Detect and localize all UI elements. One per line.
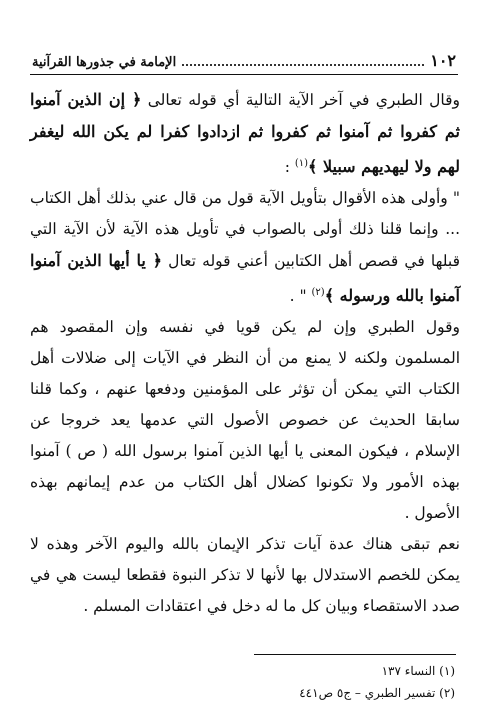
footnote: (٢) تفسير الطبري – ج٥ ص٤٤١ bbox=[299, 686, 455, 700]
footnote-ref: (٢) bbox=[311, 287, 325, 299]
paragraph bbox=[30, 183, 460, 312]
running-title: الإمامة في جذورها القرآنية bbox=[32, 55, 177, 70]
footnote-ref: (١) bbox=[294, 158, 309, 169]
page-header bbox=[32, 48, 456, 70]
main-text bbox=[30, 84, 460, 622]
paragraph: وقول الطبري وإن لم يكن قويا في نفسه وإن المقصود هم المسلمون ولكنه لا يمنع من أن النظر في الآيات إلى ضلالات أهل الكتاب التي يمكن أن تؤثر على المؤمنين ودفعها عنهم ، وكما قلنا سابقا الحديث عن خصوص الأصول التي عدمها يعد خروجا عن الإسلام ، فيكون المعنى يا أيها الذين آمنوا برسول الله ( ص ) آمنوا بهذه الأمور ولا تكونوا كضلال أهل الكتاب من عدم إيمانهم بهذه الأصول . bbox=[30, 318, 460, 523]
footnotes bbox=[160, 660, 455, 704]
paragraph: نعم تبقى هناك عدة آيات تذكر الإيمان بالله واليوم الآخر وهذه لا يمكن للخصم الاستدلال بها لأنها لا تذكر النبوة فقطعا ليست هي في صدد الاستقصاء وبيان كل ما له دخل في اعتقادات المسلم . bbox=[30, 535, 460, 616]
footnote-rule bbox=[254, 654, 456, 655]
paragraph-text: " وأولى هذه الأقوال بتأويل الآية قول من قال عني بذلك أهل الكتاب ... وإنما قلنا ذلك أولى بالصواب في تأويل هذه الآية لأن الآية التي قبلها في قصص أهل الكتابين أعني قوله تعال bbox=[30, 189, 460, 271]
header-dotted-leader bbox=[182, 54, 424, 66]
footnote: (١) النساء ١٣٧ bbox=[381, 664, 455, 678]
quran-quote: ﴿ يا أيها الذين آمنوا آمنوا بالله ورسوله ﴾ bbox=[30, 251, 460, 306]
quran-quote: ﴿ إن الذين آمنوا ثم كفروا ثم آمنوا ثم كفروا ثم ازدادوا كفرا لم يكن الله ليغفر لهم ولا ليهديهم سبيلا ﴾ bbox=[30, 90, 460, 177]
paragraph-text: وقال الطبري في آخر الآية التالية أي قوله تعالى bbox=[141, 91, 461, 109]
header-rule bbox=[30, 74, 458, 75]
paragraph-text: : bbox=[284, 158, 295, 177]
page-number: ١٠٢ bbox=[430, 51, 456, 70]
paragraph-text: " . bbox=[289, 287, 312, 306]
paragraph bbox=[30, 84, 460, 183]
